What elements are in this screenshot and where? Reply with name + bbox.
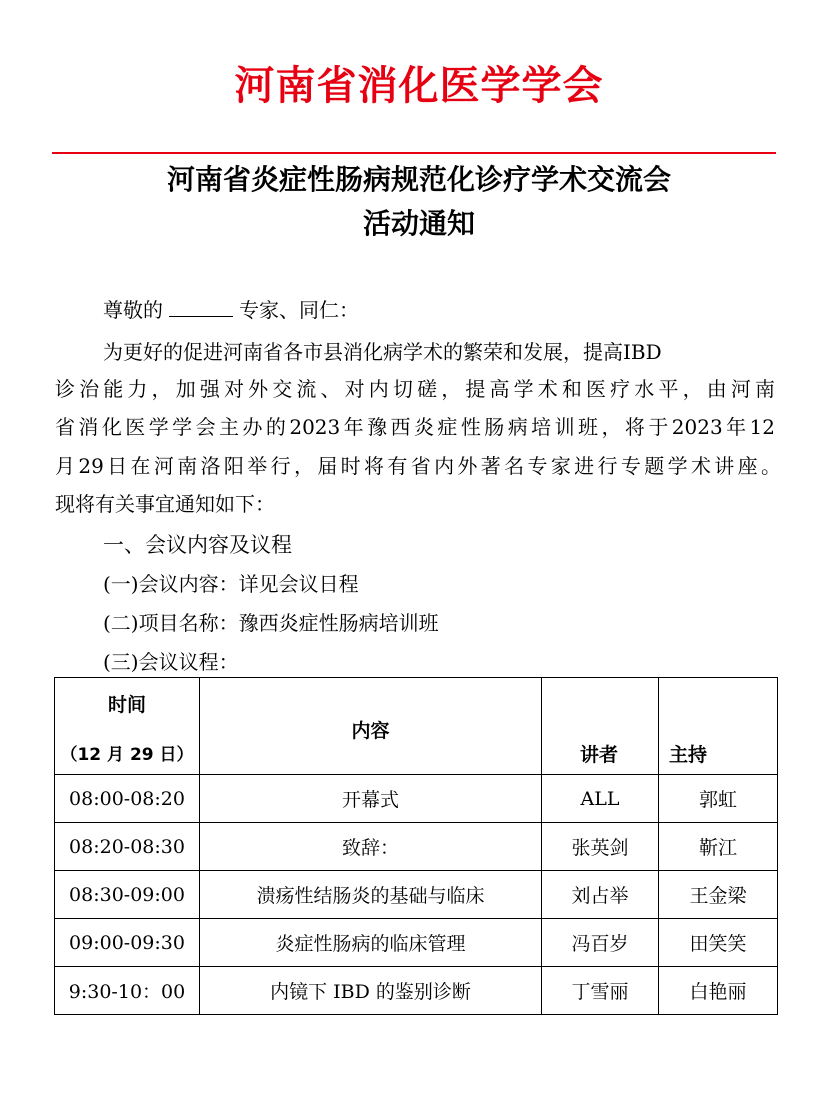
cell-time: 08:30-09:00 — [55, 871, 200, 919]
agenda-table — [54, 677, 778, 1015]
table-header-row — [55, 678, 778, 775]
cell-host: 靳江 — [659, 823, 778, 871]
list-item-project-name: (二)项目名称：豫西炎症性肠病培训班 — [103, 611, 439, 635]
salutation-suffix: 专家、同仁： — [239, 298, 359, 322]
paragraph-line-4: 月29日在河南洛阳举行，届时将有省内外著名专家进行专题学术讲座。 — [55, 454, 781, 478]
paragraph-line-2: 诊治能力，加强对外交流、对内切磋，提高学术和医疗水平，由河南 — [55, 377, 775, 401]
organization-title: 河南省消化医学学会 — [234, 62, 604, 109]
cell-content: 溃疡性结肠炎的基础与临床 — [200, 871, 542, 919]
header-speaker-label: 讲者 — [580, 744, 619, 766]
cell-host: 白艳丽 — [659, 967, 778, 1015]
cell-content: 致辞： — [200, 823, 542, 871]
name-blank — [169, 296, 233, 317]
table-row — [55, 823, 778, 871]
table-row — [55, 967, 778, 1015]
cell-speaker: 冯百岁 — [542, 919, 659, 967]
red-divider-line — [52, 152, 776, 154]
cell-content: 开幕式 — [200, 775, 542, 823]
paragraph-line-1: 为更好的促进河南省各市县消化病学术的繁荣和发展，提高IBD — [103, 340, 662, 364]
cell-content: 炎症性肠病的临床管理 — [200, 919, 542, 967]
cell-time: 08:20-08:30 — [55, 823, 200, 871]
cell-host: 郭虹 — [659, 775, 778, 823]
header-content — [200, 678, 542, 775]
cell-speaker: ALL — [542, 775, 659, 823]
cell-host: 田笑笑 — [659, 919, 778, 967]
header-host-label: 主持 — [669, 744, 708, 766]
header-content-label: 内容 — [351, 720, 390, 742]
list-item-content: (一)会议内容：详见会议日程 — [103, 572, 359, 596]
document-subtitle: 活动通知 — [362, 207, 475, 240]
cell-content: 内镜下 IBD 的鉴别诊断 — [200, 967, 542, 1015]
cell-time: 09:00-09:30 — [55, 919, 200, 967]
header-host — [659, 678, 778, 775]
cell-speaker: 刘占举 — [542, 871, 659, 919]
table-row — [55, 871, 778, 919]
table-row — [55, 919, 778, 967]
paragraph-line-5: 现将有关事宜通知如下： — [55, 492, 275, 516]
section-heading: 一、会议内容及议程 — [103, 533, 292, 557]
table-row — [55, 775, 778, 823]
paragraph-line-3: 省消化医学学会主办的2023年豫西炎症性肠病培训班，将于2023年12 — [55, 415, 775, 439]
cell-speaker: 张英剑 — [542, 823, 659, 871]
header-speaker — [542, 678, 659, 775]
header-date-label: （12 月 29 日） — [60, 745, 194, 765]
document-title: 河南省炎症性肠病规范化诊疗学术交流会 — [166, 163, 671, 196]
header-time — [55, 678, 200, 775]
cell-time: 9:30-10：00 — [55, 967, 200, 1015]
cell-speaker: 丁雪丽 — [542, 967, 659, 1015]
list-item-agenda: (三)会议议程： — [103, 650, 239, 674]
header-time-label: 时间 — [107, 694, 146, 716]
salutation-prefix: 尊敬的 — [103, 298, 163, 322]
cell-time: 08:00-08:20 — [55, 775, 200, 823]
cell-host: 王金梁 — [659, 871, 778, 919]
salutation — [103, 296, 833, 324]
